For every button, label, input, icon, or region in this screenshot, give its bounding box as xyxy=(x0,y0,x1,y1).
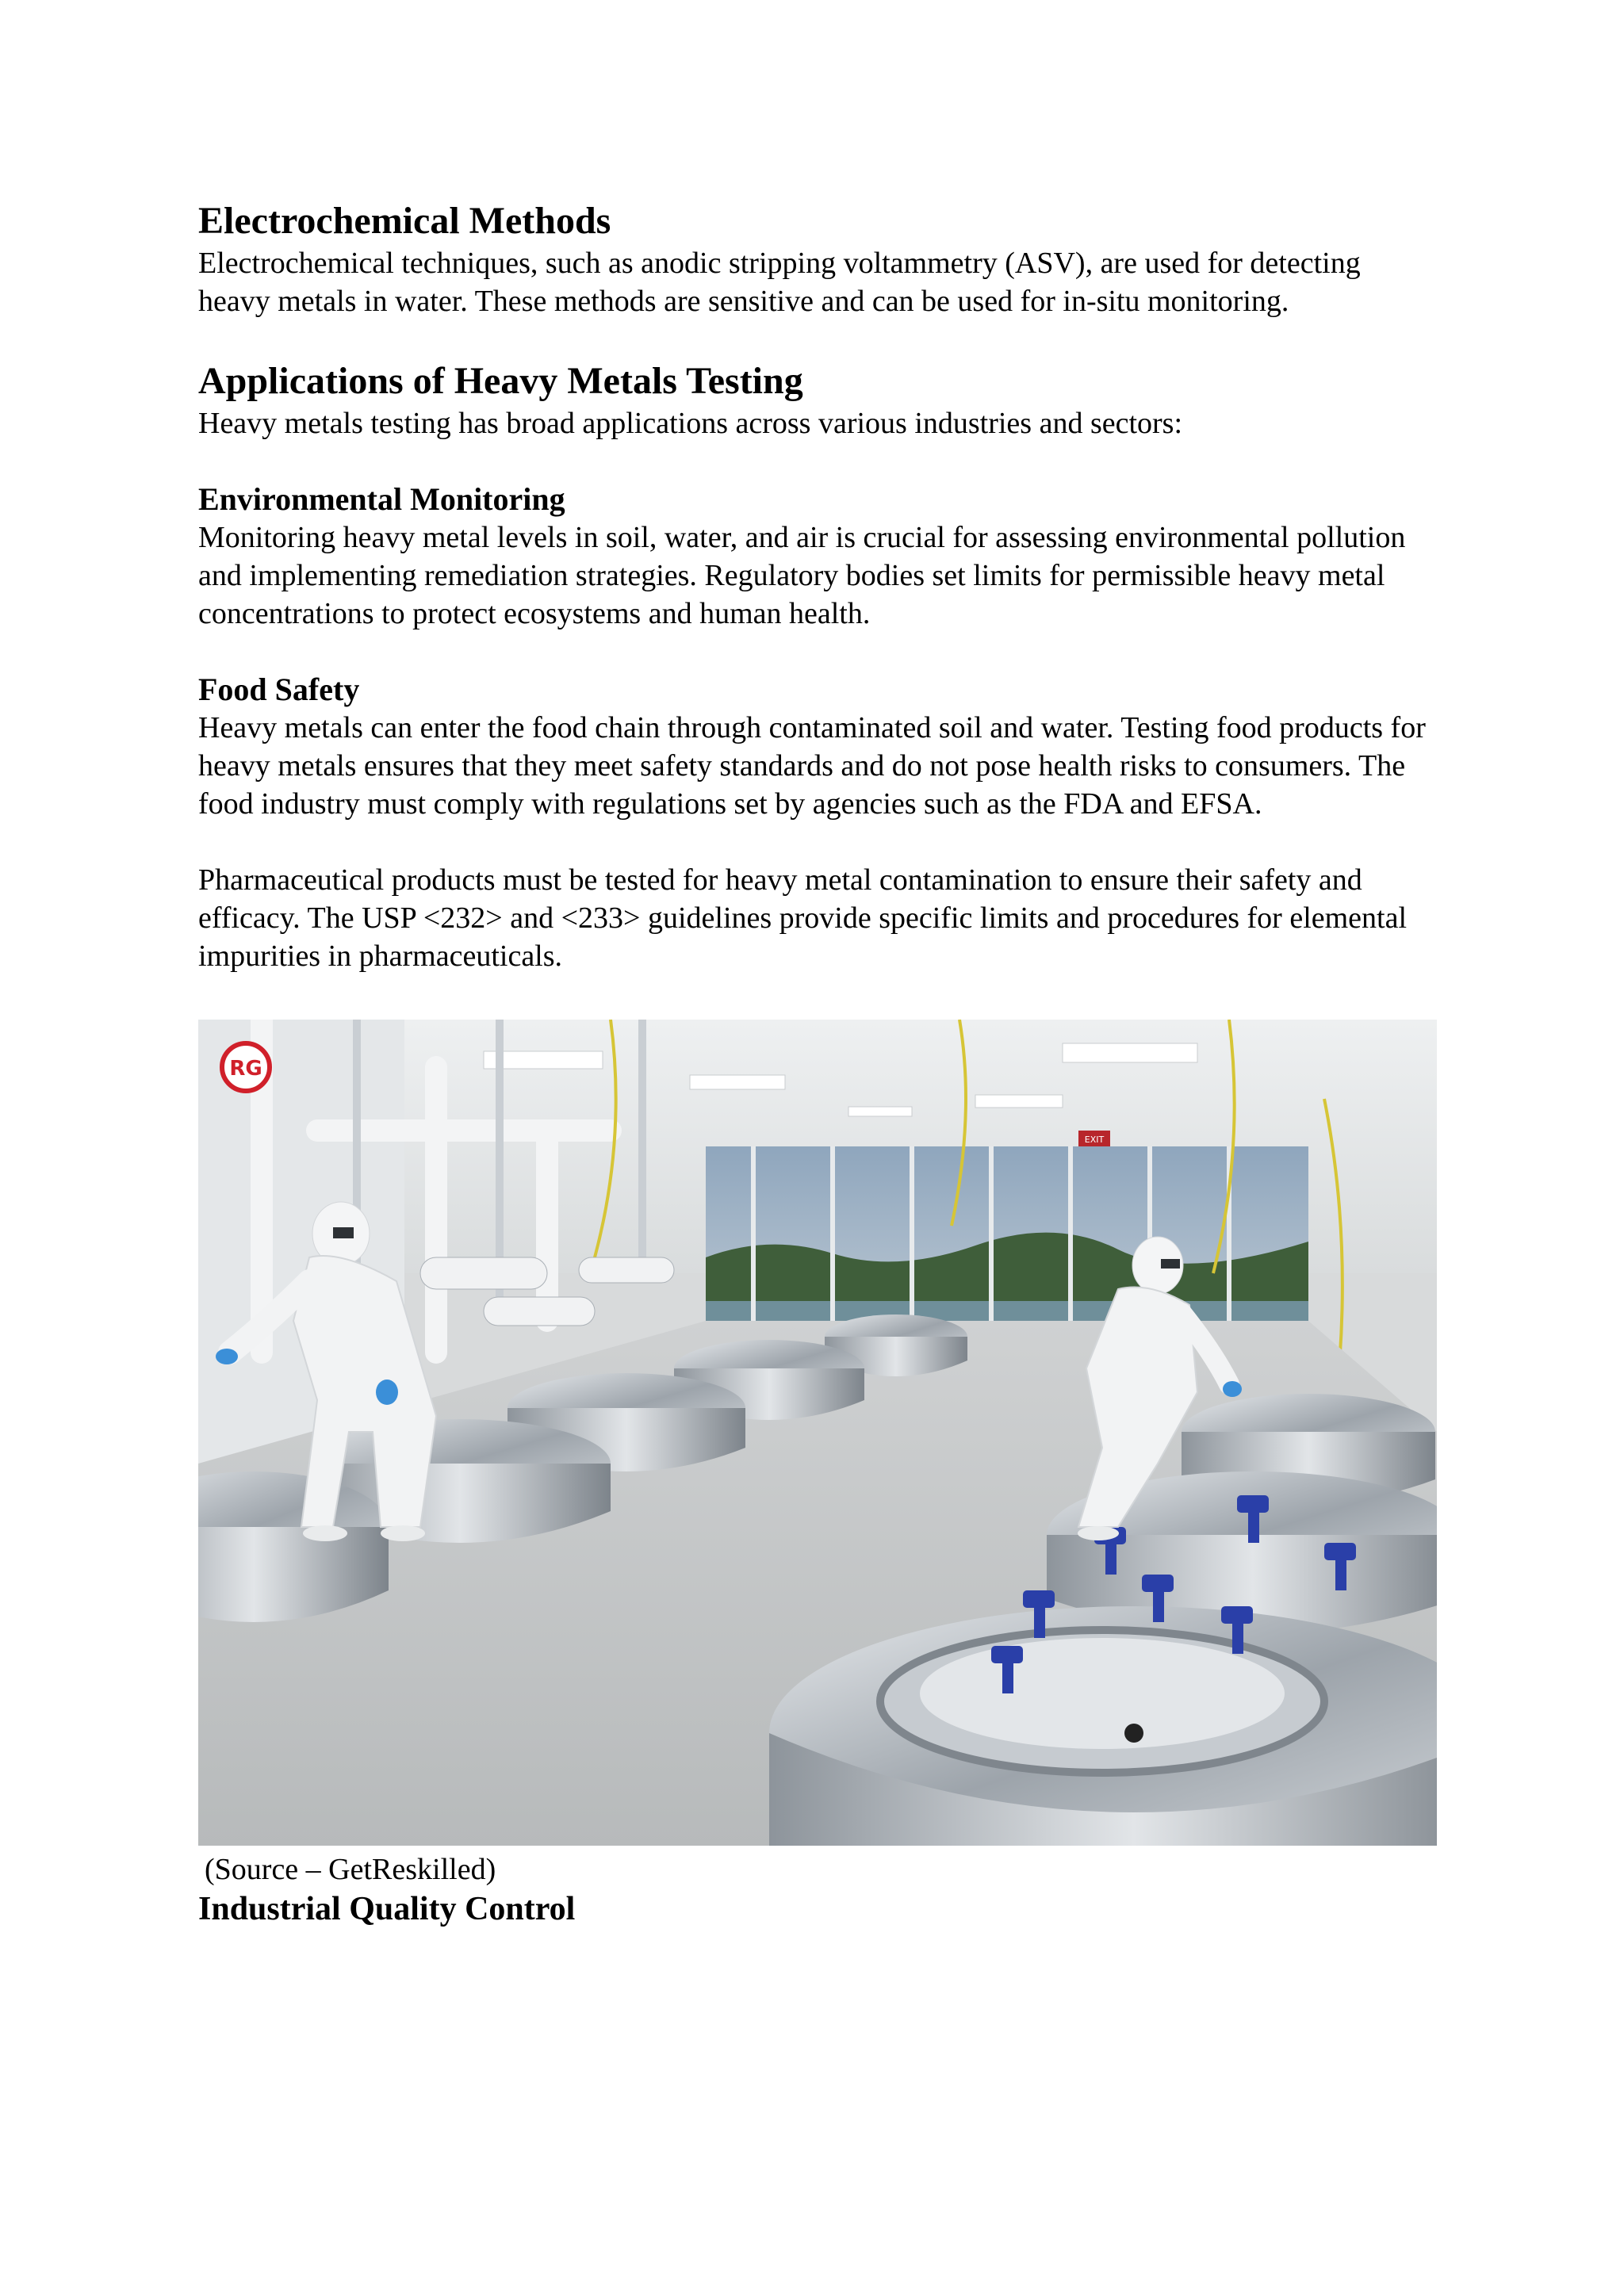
heading-applications: Applications of Heavy Metals Testing xyxy=(198,360,803,402)
logo-text: RG xyxy=(229,1057,262,1081)
heading-environmental: Environmental Monitoring xyxy=(198,481,565,517)
document-page xyxy=(198,198,1435,1930)
paragraph-food-safety: Heavy metals can enter the food chain through contaminated soil and water. Testing food products for heavy metals ensures that they meet safety standards and do not pose health risks to consumers. The food industry must comply with regulations set by agencies such as the FDA and EFSA. xyxy=(198,711,1426,821)
paragraph-environmental: Monitoring heavy metal levels in soil, water, and air is crucial for assessing environmental pollution and implementing remediation strategies. Regulatory bodies set limits for permissible heavy metal concentrations to protect ecosystems and human health. xyxy=(198,521,1406,630)
paragraph-pharmaceutical: Pharmaceutical products must be tested for heavy metal contamination to ensure their safety and efficacy. The USP <232> and <233> guidelines provide specific limits and procedures for elemental impurities in pharmaceuticals. xyxy=(198,863,1408,973)
paragraph-applications: Heavy metals testing has broad applications across various industries and sectors: xyxy=(198,407,1183,440)
exit-sign-text: EXIT xyxy=(1084,1135,1105,1145)
paragraph-electrochemical: Electrochemical techniques, such as anodic stripping voltammetry (ASV), are used for detecting heavy metals in water. These methods are sensitive and can be used for in-situ monitoring. xyxy=(198,247,1361,318)
cleanroom-photo xyxy=(198,1020,1437,1846)
figure-caption: (Source – GetReskilled) xyxy=(205,1853,496,1886)
heading-electrochemical: Electrochemical Methods xyxy=(198,200,611,242)
heading-industrial-quality-control: Industrial Quality Control xyxy=(198,1891,576,1927)
heading-food-safety: Food Safety xyxy=(198,672,360,707)
